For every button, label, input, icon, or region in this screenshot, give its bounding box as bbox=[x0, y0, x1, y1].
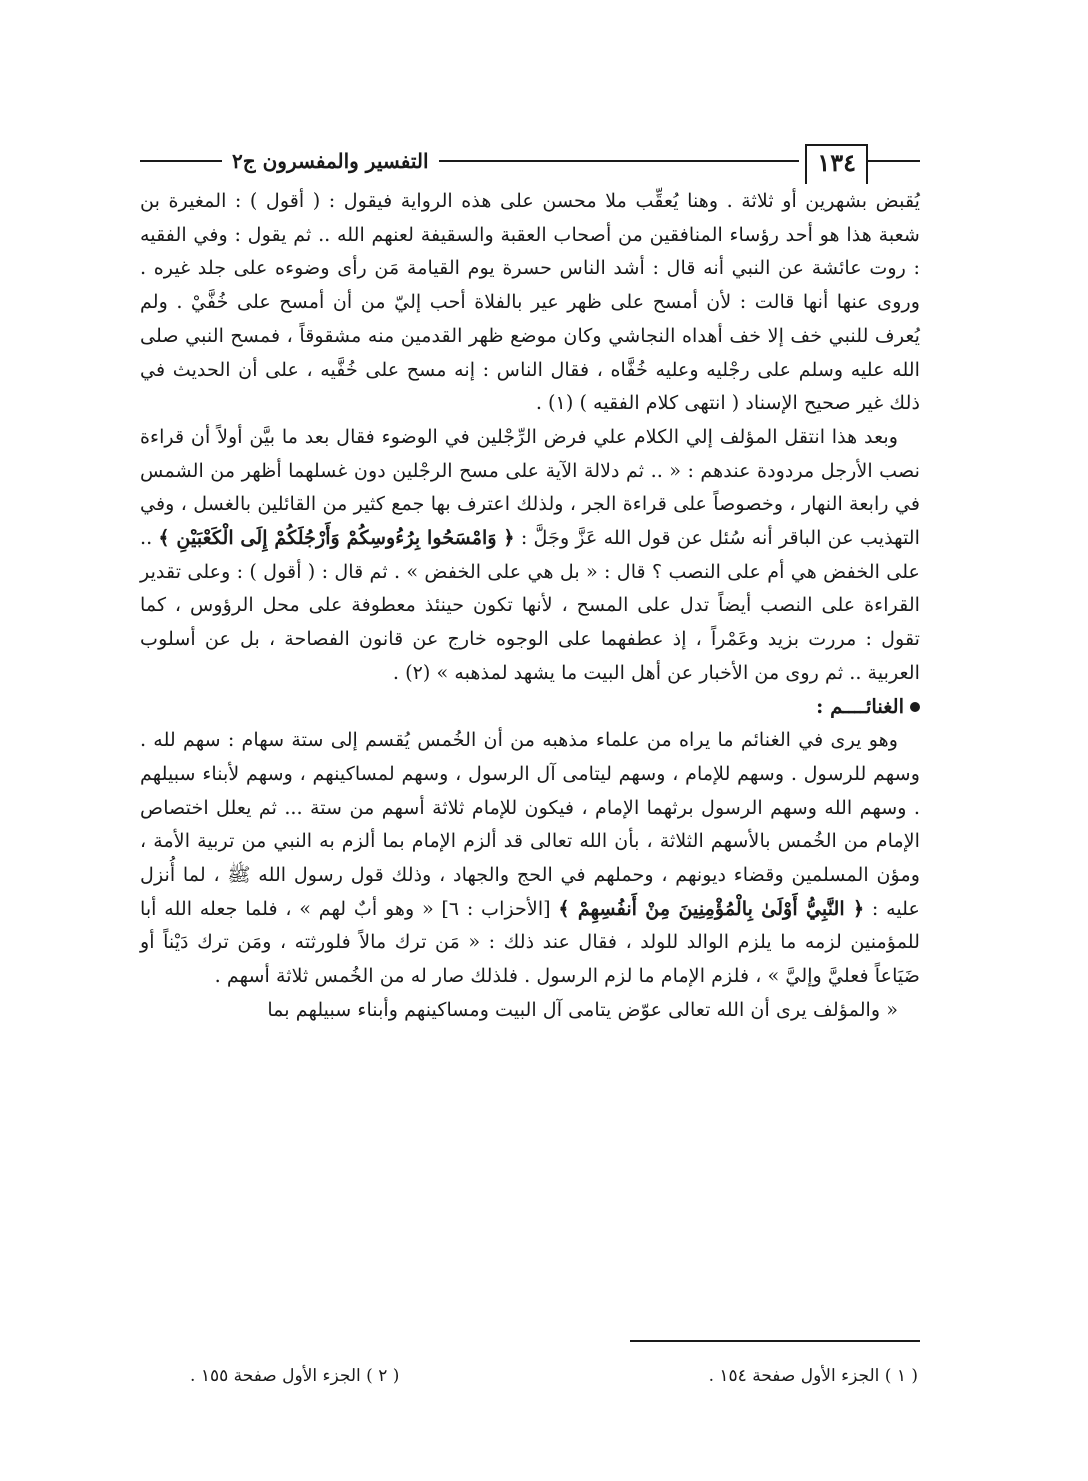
body-text bbox=[140, 184, 920, 1027]
paragraph-2 bbox=[140, 420, 920, 690]
section-heading bbox=[140, 690, 920, 724]
paragraph-3-part-b: [الأحزاب : ٦] « وهو أبٌ لهم » ، فلما جعله الله أبا للمؤمنين لزمه ما يلزم الوالد للولد ، فقال عند ذلك : « مَن ترك مالاً فلورثته ، ومَن ترك دَيْناً أو ضَيَاعاً فعليَّ وإليَّ » ، فلزم الإمام ما لزم الرسول . فلذلك صار له من الخُمس ثلاثة أسهم . bbox=[140, 896, 920, 988]
quran-verse-2: ﴿ النَّبِيُّ أَوْلَىٰ بِالْمُؤْمِنِينَ مِنْ أَنفُسِهِمْ ﴾ bbox=[558, 896, 865, 920]
page-number: ١٣٤ bbox=[805, 144, 868, 184]
paragraph-2-part-a: وبعد هذا انتقل المؤلف إلي الكلام علي فرض الرِّجْلين في الوضوء فقال بعد ما بيَّن أولاً أن قراءة نصب الأرجل مردودة عندهم : « .. ثم دلالة الآية على مسح الرجْلين دون غسلهما أظهر من الشمس في رابعة النهار ، وخصوصاً على قراءة الجر ، ولذلك اعترف بها جمع كثير من القائلين بالغسل ، وفي التهذيب عن الباقر أنه سُئل عن قول الله عَزَّ وجَلَّ : bbox=[140, 424, 920, 550]
page bbox=[140, 138, 920, 1027]
header-rule-middle bbox=[439, 160, 800, 162]
section-heading-text: الغنائــــم : bbox=[816, 694, 904, 718]
footnotes bbox=[140, 1340, 920, 1386]
paragraph-4: « والمؤلف يرى أن الله تعالى عوّض يتامى آل البيت ومساكينهم وأبناء سبيلهم بما bbox=[267, 997, 898, 1021]
paragraph-1: يُقبض بشهرين أو ثلاثة . وهنا يُعقِّب ملا محسن على هذه الرواية فيقول : ( أقول ) : المغيرة بن شعبة هذا هو أحد رؤساء المنافقين من أصحاب العقبة والسقيفة لعنهم الله .. ثم يقول : وفي الفقيه : روت عائشة عن النبي أنه قال : أشد الناس حسرة يوم القيامة مَن رأى وضوءه على جلد غيره . وروى عنها أنها قالت : لأن أمسح على ظهر عير بالفلاة أحب إليّ من أن أمسح على خُفَّيْ . ولم يُعرف للنبي خف إلا خف أهداه النجاشي وكان موضع ظهر القدمين منه مشقوقاً ، فمسح النبي صلى الله عليه وسلم على رجْليه وعليه خُفَّاه ، فقال الناس : إنه مسح على خُفَّيه ، على أن الحديث في ذلك غير صحيح الإسناد ( انتهى كلام الفقيه ) (١) . bbox=[140, 189, 920, 415]
footnote-2: ( ٢ ) الجزء الأول صفحة ١٥٥ . bbox=[190, 1366, 400, 1386]
book-title: التفسير والمفسرون ج٢ bbox=[232, 149, 429, 173]
paragraph-3-part-a: وهو يرى في الغنائم ما يراه من علماء مذهبه من أن الخُمس يُقسم إلى ستة سهام : سهم لله . وسهم للرسول . وسهم للإمام ، وسهم ليتامى آل الرسول ، وسهم لمساكينهم ، وسهم لأبناء سبيلهم . وسهم الله وسهم الرسول برثهما الإمام ، فيكون للإمام ثلاثة أسهم من ستة ... ثم يعلل اختصاص الإمام من الخُمس بالأسهم الثلاثة ، بأن الله تعالى قد ألزم الإمام بما ألزم به النبي من تربية الأمة ، ومؤن المسلمين وقضاء ديونهم ، وحملهم في الحج والجهاد ، وذلك قول رسول الله ﷺ ، لما أُنزل عليه : bbox=[140, 728, 920, 920]
footnote-1: ( ١ ) الجزء الأول صفحة ١٥٤ . bbox=[708, 1366, 918, 1386]
footnote-list bbox=[140, 1366, 920, 1386]
page-header bbox=[140, 138, 920, 184]
paragraph-2-part-b: .. على الخفض هي أم على النصب ؟ قال : « بل هي على الخفض » . ثم قال : ( أقول ) : وعلى تقدير القراءة على النصب أيضاً تدل على المسح ، لأنها تكون حينئذ معطوفة على محل الرؤوس ، كما تقول : مررت بزيد وعَمْراً ، إذ عطفهما على الوجوه خارج عن قانون الفصاحة ، بل عن أسلوب العربية .. ثم روى من الأخبار عن أهل البيت ما يشهد لمذهبه » (٢) . bbox=[140, 526, 920, 684]
footnote-rule bbox=[630, 1340, 920, 1342]
quran-verse-1: ﴿ وَامْسَحُوا بِرُءُوسِكُمْ وَأَرْجُلَكُمْ إِلَى الْكَعْبَيْنِ ﴾ bbox=[158, 526, 515, 550]
header-rule-left bbox=[140, 160, 222, 162]
paragraph-3 bbox=[140, 723, 920, 993]
header-rule-right bbox=[868, 160, 920, 162]
bullet-icon bbox=[910, 702, 920, 712]
